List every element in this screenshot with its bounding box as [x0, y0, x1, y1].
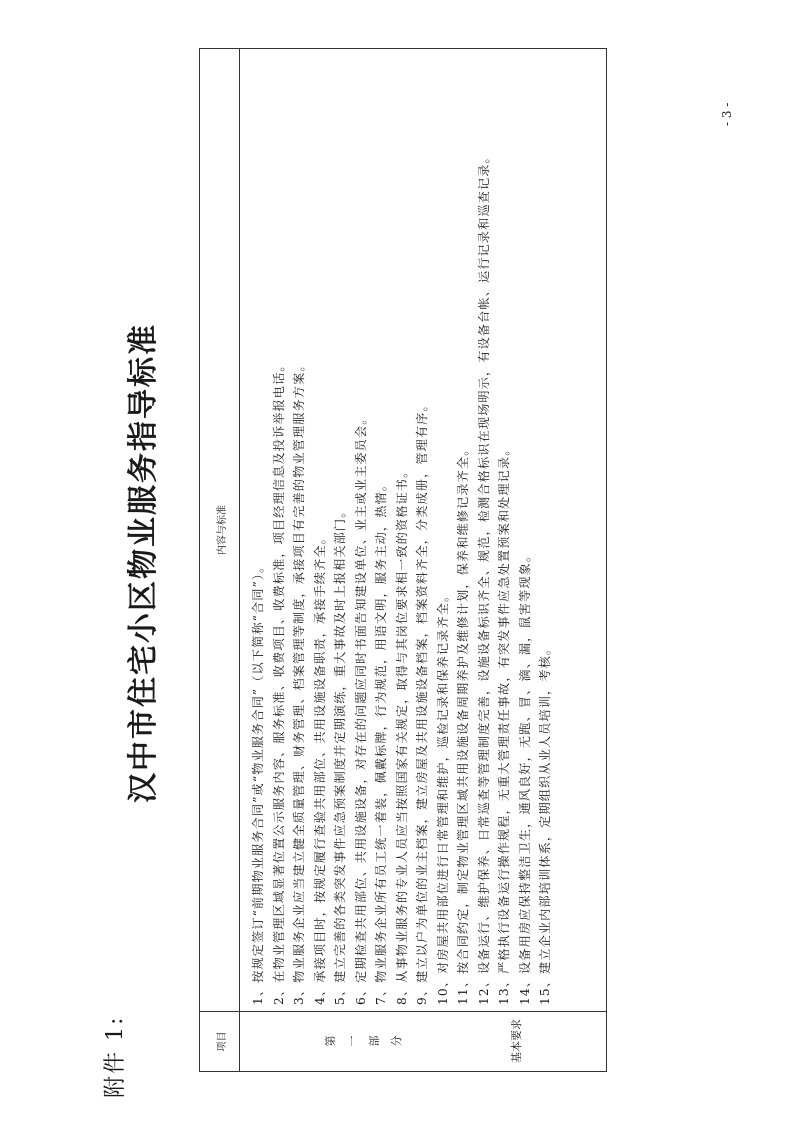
- item-text: 建立完善的各类突发事件应急预案制度并定期演练，重大事故及时上报相关部门。: [333, 504, 347, 983]
- item-number: 10、: [435, 974, 450, 1005]
- list-item: [330, 57, 351, 1005]
- item-number: 3、: [292, 982, 306, 1005]
- section-part-char: 部: [368, 1035, 381, 1047]
- item-number: 12、: [476, 974, 491, 1005]
- list-item: [371, 57, 392, 1005]
- item-text: 物业服务企业应当建立健全质量管理、财务管理、档案管理等制度，承接项目有完善的物业管理服务方案。: [292, 358, 306, 983]
- section-cell: [240, 1011, 606, 1071]
- item-number: 14、: [517, 974, 532, 1005]
- list-item: [412, 57, 433, 1005]
- item-number: 9、: [415, 982, 429, 1005]
- list-item: [269, 57, 290, 1005]
- item-number: 7、: [374, 982, 388, 1005]
- page-number: - 3 -: [720, 102, 734, 126]
- item-text: 按合同约定，制定物业管理区域共用设施设备周期养护及维修计划，保养和维修记录齐全。: [456, 442, 470, 974]
- item-text: 在物业管理区域显著位置公示服务内容、服务标准、收费项目、收费标准，项目经理信息及投诉举报电话。: [271, 358, 286, 983]
- item-number: 13、: [497, 974, 511, 1005]
- item-number: 5、: [333, 982, 347, 1005]
- list-item: [535, 57, 556, 1005]
- section-part-char: 第: [324, 1035, 337, 1047]
- table-header-row: [200, 49, 240, 1071]
- list-item: [515, 57, 536, 1005]
- attachment-label: 附件 1:: [103, 1015, 128, 1098]
- list-item: [453, 57, 474, 1005]
- section-part-char: 分: [390, 1035, 403, 1047]
- page-title: 汉中市住宅小区物业服务指导标准: [126, 323, 161, 803]
- item-text: 建立企业内部培训体系，定期组织从业人员培训，考核。: [538, 641, 552, 974]
- list-item: [433, 57, 454, 1005]
- standards-table: [199, 48, 607, 1072]
- list-item: [474, 57, 495, 1005]
- item-number: 2、: [271, 982, 286, 1005]
- header-content: 内容与标准: [216, 505, 228, 555]
- list-item: [392, 57, 413, 1005]
- list-item: [289, 57, 310, 1005]
- item-text: 承接项目时，按规定履行查验共用部位、共用设施设备职责，承接手续齐全。: [312, 531, 327, 983]
- list-item: [248, 57, 269, 1005]
- item-text: 物业服务企业所有员工统一着装，佩戴标牌，行为规范，用语文明，服务主动，热情。: [374, 477, 388, 983]
- list-item: [351, 57, 372, 1005]
- item-text: 按规定签订“前期物业服务合同”或“物业服务合同”（以下简称“合同”）。: [251, 559, 265, 983]
- item-number: 6、: [353, 982, 368, 1005]
- item-text: 从事物业服务的专业人员应当按照国家有关规定，取得与其岗位要求相一致的资格证书。: [394, 464, 409, 983]
- header-project: 项目: [200, 1011, 240, 1071]
- item-text: 设备运行、维护保养、日常巡查等管理制度完善，设施设备标识齐全、规范，检测合格标识在现场明示，有设备台帐、运行记录和巡查记录。: [476, 150, 491, 974]
- item-text: 严格执行设备运行操作规程，无重大管理责任事故，有突发事件应急处置预案和处理记录。: [497, 442, 511, 974]
- item-number: 15、: [538, 974, 552, 1005]
- item-text: 定期检查共用部位、共用设施设备，对存在的问题应同时书面告知建设单位、业主或业主委员会。: [353, 411, 368, 983]
- section-part-char: 一: [346, 1035, 359, 1047]
- item-number: 8、: [394, 982, 409, 1005]
- list-item: [494, 57, 515, 1005]
- section-part-label: [320, 1011, 408, 1071]
- item-number: 11、: [456, 974, 470, 1005]
- item-text: 设备用房应保持整洁卫生，通风良好，无跑、冒、滴、漏，鼠害等现象。: [517, 548, 532, 974]
- content-cell: [240, 49, 606, 1011]
- section-name: 基本要求: [510, 1019, 523, 1063]
- item-text: 对房屋共用部位进行日常管理和维护，巡检记录和保养记录齐全。: [435, 588, 450, 974]
- list-item: [310, 57, 331, 1005]
- item-number: 4、: [312, 982, 327, 1005]
- item-text: 建立以户为单位的业主档案，建立房屋及共用设施设备档案，档案资料齐全，分类成册，管理有序。: [415, 398, 429, 983]
- item-number: 1、: [251, 982, 265, 1005]
